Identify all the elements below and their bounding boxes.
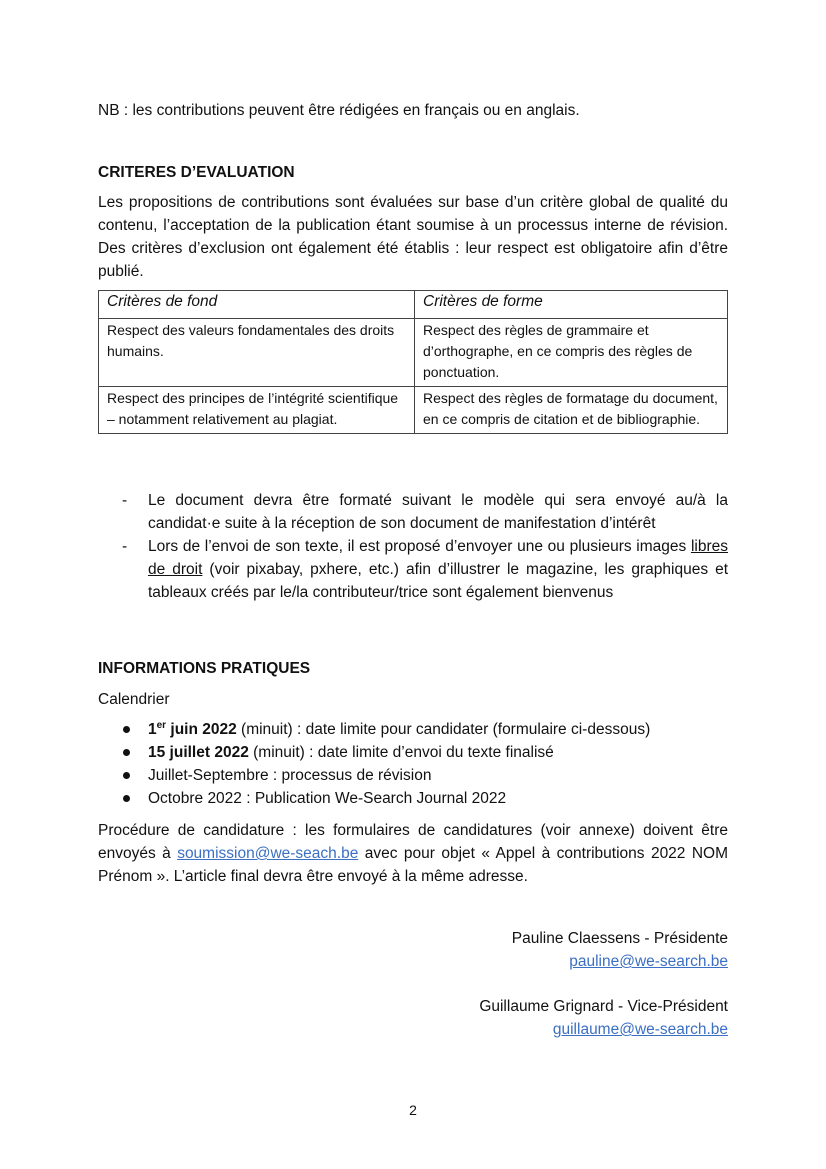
signature-block-president	[98, 927, 728, 973]
list-item	[98, 764, 728, 787]
table-cell: Respect des valeurs fondamentales des droits humains.	[99, 319, 415, 387]
calendar-label: Calendrier	[98, 691, 170, 708]
dash-marker: -	[122, 538, 128, 555]
note-text: Le document devra être formaté suivant le modèle qui sera envoyé au/à la candidat·e suite à la réception de son document de manifestation d’intérêt	[148, 492, 728, 532]
bullet-icon	[123, 726, 130, 733]
calendar-text: Octobre 2022 : Publication We-Search Journal 2022	[148, 790, 507, 807]
signature-name: Pauline Claessens - Présidente	[511, 930, 728, 947]
criteria-heading: CRITERES D’EVALUATION	[98, 164, 295, 181]
date-bold: 15 juillet 2022	[148, 744, 249, 761]
calendar-text: (minuit) : date limite pour candidater (formulaire ci-dessous)	[236, 721, 651, 738]
criteria-notes-list	[98, 489, 728, 604]
calendar-text: (minuit) : date limite d’envoi du texte finalisé	[248, 744, 554, 761]
table-cell: Respect des principes de l’intégrité scientifique – notamment relativement au plagiat.	[99, 387, 415, 434]
list-item	[98, 489, 728, 535]
page-number: 2	[409, 1102, 417, 1118]
underlined-text: libres de droit	[148, 538, 728, 578]
note-text: Lors de l’envoi de son texte, il est proposé d’envoyer une ou plusieurs images	[148, 538, 691, 555]
table-row	[99, 319, 728, 387]
practical-info-heading: INFORMATIONS PRATIQUES	[98, 660, 311, 677]
signature-email-link[interactable]: guillaume@we-search.be	[552, 1021, 728, 1038]
table-cell: Respect des règles de grammaire et d’orthographe, en ce compris des règles de ponctuation.	[415, 319, 728, 387]
table-header-row	[99, 291, 728, 319]
signature-block-vice-president	[98, 995, 728, 1041]
table-cell: Respect des règles de formatage du document, en ce compris de citation et de bibliographie.	[415, 387, 728, 434]
date-bold: 1er juin 2022	[148, 719, 237, 738]
nb-note: NB : les contributions peuvent être rédigées en français ou en anglais.	[98, 102, 580, 119]
table-row	[99, 387, 728, 434]
bullet-icon	[123, 749, 130, 756]
list-item	[98, 741, 728, 764]
criteria-table	[98, 290, 728, 434]
list-item	[98, 787, 728, 810]
bullet-icon	[123, 772, 130, 779]
submission-email-link[interactable]: soumission@we-seach.be	[177, 845, 359, 862]
signature-name: Guillaume Grignard - Vice-Président	[479, 998, 728, 1015]
calendar-list	[98, 718, 728, 810]
criteria-intro: Les propositions de contributions sont évaluées sur base d’un critère global de qualité du contenu, l’acceptation de la publication étant soumise à un processus interne de révision. Des critères d’exclusion ont également été établis : leur respect est obligatoire afin d’être publié.	[98, 194, 728, 280]
list-item	[98, 535, 728, 604]
list-item	[98, 718, 728, 741]
procedure-paragraph: Procédure de candidature : les formulaires de candidatures (voir annexe) doivent être envoyés à soumission@we-seach.be avec pour objet « Appel à contributions 2022 NOM Prénom ». L’article final devra être envoyé à la même adresse.	[98, 822, 729, 885]
note-text: (voir pixabay, pxhere, etc.) afin d’illustrer le magazine, les graphiques et tableaux créés par le/la contributeur/trice sont également bienvenus	[148, 561, 728, 601]
dash-marker: -	[122, 492, 128, 509]
table-header-cell: Critères de fond	[99, 291, 415, 319]
table-header-cell: Critères de forme	[415, 291, 728, 319]
calendar-text: Juillet-Septembre : processus de révision	[148, 767, 432, 784]
bullet-icon	[123, 795, 130, 802]
signature-email-link[interactable]: pauline@we-search.be	[569, 953, 728, 970]
